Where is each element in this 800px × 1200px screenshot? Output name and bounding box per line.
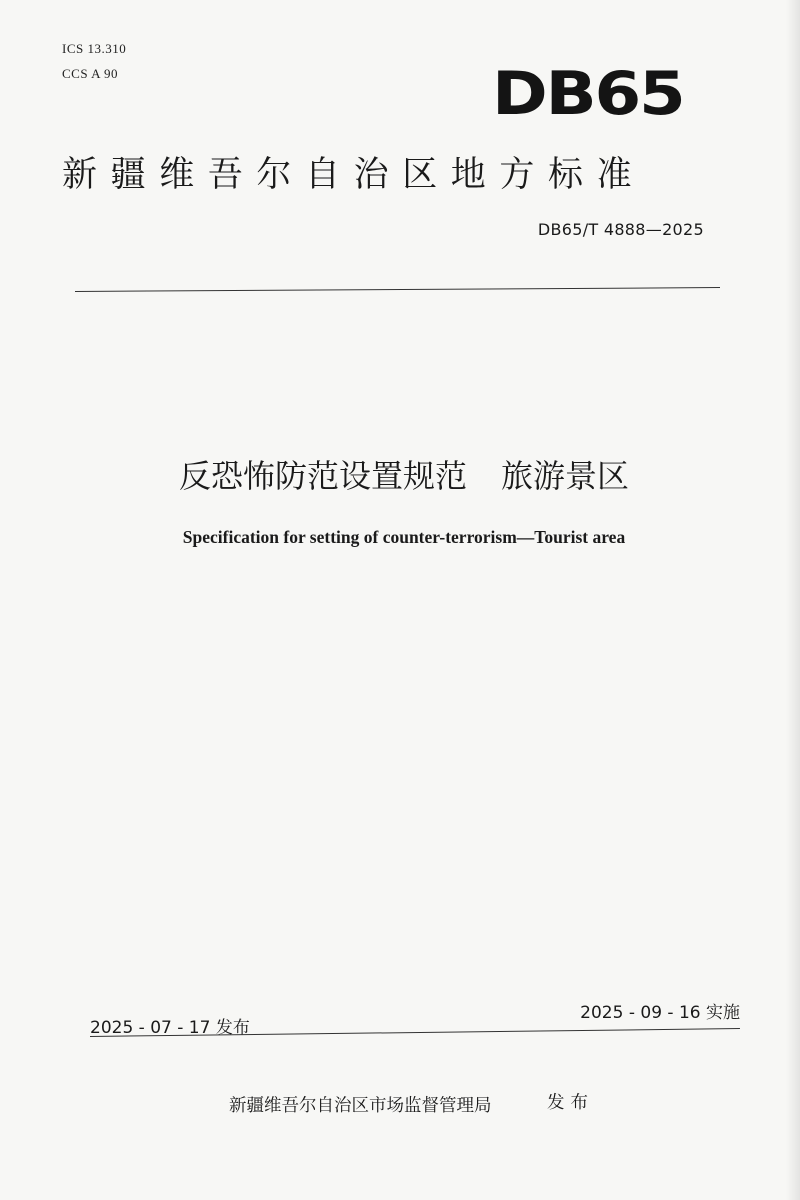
standard-number: DB65/T 4888—2025 xyxy=(537,220,704,239)
page-edge-shadow xyxy=(786,0,800,1200)
title-chinese-main: 反恐怖防范设置规范 xyxy=(178,457,467,495)
title-chinese xyxy=(0,454,800,498)
implementation-date: 2025 - 09 - 16 实施 xyxy=(580,1003,740,1023)
db65-logo: DB65 xyxy=(492,59,684,129)
publisher-name: 新疆维吾尔自治区市场监督管理局 xyxy=(229,1096,492,1116)
title-english: Specification for setting of counter-terrorism—Tourist area xyxy=(182,527,626,547)
ccs-code: CCS A 90 xyxy=(62,66,119,81)
ics-code: ICS 13.310 xyxy=(62,41,127,56)
top-divider xyxy=(75,287,720,292)
org-title: 新疆维吾尔自治区地方标准 xyxy=(62,155,646,195)
publish-label: 发布 xyxy=(547,1093,594,1113)
issue-date: 2025 - 07 - 17 发布 xyxy=(90,1018,250,1038)
title-chinese-sub: 旅游景区 xyxy=(501,457,630,495)
